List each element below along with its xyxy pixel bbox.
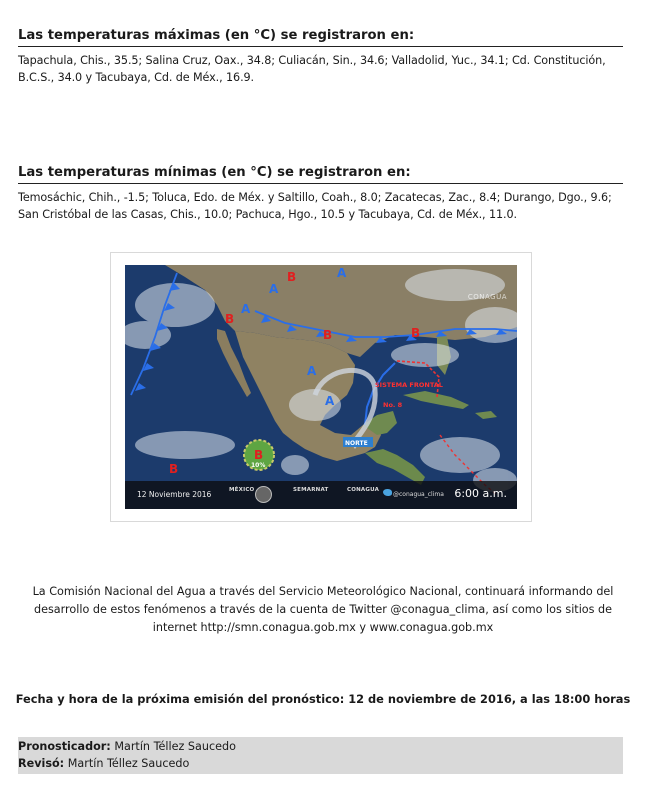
map-time: 6:00 a.m. xyxy=(454,487,507,500)
mexico-logo: MÉXICO xyxy=(229,487,255,493)
semarnat-logo: SEMARNAT xyxy=(293,487,329,493)
min-temp-heading: Las temperaturas mínimas (en °C) se registraron en: xyxy=(18,165,623,184)
low-pressure-label: B xyxy=(169,462,179,476)
high-pressure-label: A xyxy=(241,302,251,316)
next-emission-text: Fecha y hora de la próxima emisión del pronóstico: 12 de noviembre de 2016, a las 18:00 horas xyxy=(15,692,631,706)
forecaster-name: Martín Téllez Saucedo xyxy=(114,740,236,753)
high-pressure-label: A xyxy=(337,266,347,280)
front-number-label: No. 8 xyxy=(383,401,403,409)
reviewer-row xyxy=(18,755,623,772)
conagua-logo: CONAGUA xyxy=(347,487,380,493)
map-footer xyxy=(125,481,517,509)
weather-map-frame xyxy=(110,252,532,522)
weather-map xyxy=(125,265,517,509)
twitter-icon xyxy=(383,489,392,496)
info-paragraph: La Comisión Nacional del Agua a través del Servicio Meteorológico Nacional, continuará informando del desarrollo de estos fenómenos a través de la cuenta de Twitter @conagua_clima, así como los sitios de internet http://smn.conagua.gob.mx y www.conagua.gob.mx xyxy=(32,585,614,634)
forecaster-label: Pronosticador: xyxy=(18,740,111,753)
reviewer-label: Revisó: xyxy=(18,757,65,770)
high-pressure-label: A xyxy=(269,282,279,296)
low-pressure-label: B xyxy=(411,326,421,340)
low-pressure-label: B xyxy=(287,270,297,284)
norte-label: NORTE xyxy=(345,440,368,447)
forecaster-row xyxy=(18,738,623,755)
front-system-label: SISTEMA FRONTAL xyxy=(375,381,443,389)
twitter-handle: @conagua_clima xyxy=(393,491,444,498)
low-pressure-label: B xyxy=(225,312,235,326)
reviewer-name: Martín Téllez Saucedo xyxy=(67,757,190,770)
conagua-watermark: CONAGUA xyxy=(467,293,507,301)
probability-label: 10% xyxy=(251,462,266,469)
min-temp-text: Temosáchic, Chih., -1.5; Toluca, Edo. de Méx. y Saltillo, Coah., 8.0; Zacatecas, Zac., 8.4; Durango, Dgo., 9.6; San Cristóbal de las Casas, Chis., 10.0; Pachuca, Hgo., 10.5 y Tacubaya, Cd. de Méx., 11.0. xyxy=(18,191,612,221)
high-pressure-label: A xyxy=(307,364,317,378)
low-pressure-label: B xyxy=(254,448,264,462)
low-pressure-label: B xyxy=(323,328,333,342)
seal-icon xyxy=(255,486,272,503)
map-date: 12 Noviembre 2016 xyxy=(137,490,212,499)
credits-box xyxy=(18,737,623,774)
high-pressure-label: A xyxy=(325,394,335,408)
max-temp-text: Tapachula, Chis., 35.5; Salina Cruz, Oax., 34.8; Culiacán, Sin., 34.6; Valladolid, Yuc., 34.1; Cd. Constitución, B.C.S., 34.0 y Tacubaya, Cd. de Méx., 16.9. xyxy=(18,54,606,84)
max-temp-heading: Las temperaturas máximas (en °C) se registraron en: xyxy=(18,28,623,47)
